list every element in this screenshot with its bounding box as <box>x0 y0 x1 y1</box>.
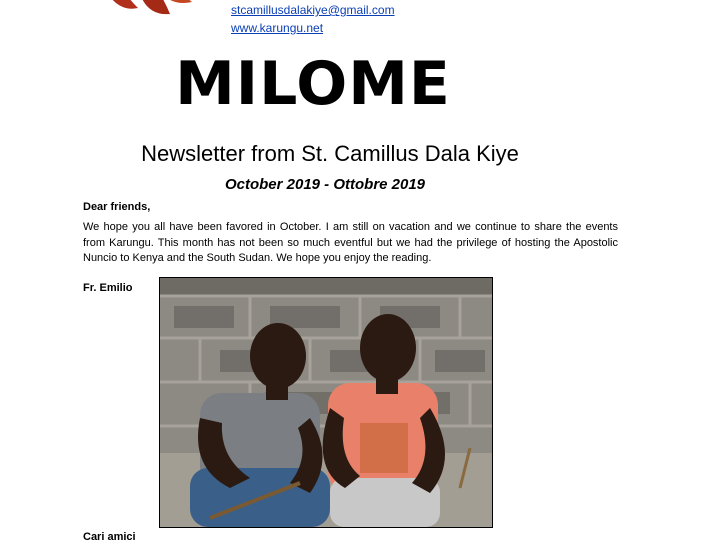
newsletter-masthead: MILOME <box>175 49 451 119</box>
contact-email-link[interactable]: stcamillusdalakiye@gmail.com <box>231 3 395 17</box>
cover-photo-two-boys <box>159 277 493 528</box>
website-link[interactable]: www.karungu.net <box>231 21 324 35</box>
intro-paragraph: We hope you all have been favored in October. I am still on vacation and we continue to share the events from Karungu. This month has not been so much eventful but we had the privilege of hosting the Apostolic Nuncio to Kenya and the South Sudan. We hope you enjoy the reading. <box>83 221 618 264</box>
italian-salutation: Cari amici <box>83 531 136 543</box>
salutation: Dear friends, <box>83 201 151 213</box>
newsletter-subtitle: Newsletter from St. Camillus Dala Kiye <box>141 141 519 166</box>
signature: Fr. Emilio <box>83 282 133 294</box>
dala-kiye-logo <box>100 0 210 24</box>
issue-date: October 2019 - Ottobre 2019 <box>224 176 426 193</box>
